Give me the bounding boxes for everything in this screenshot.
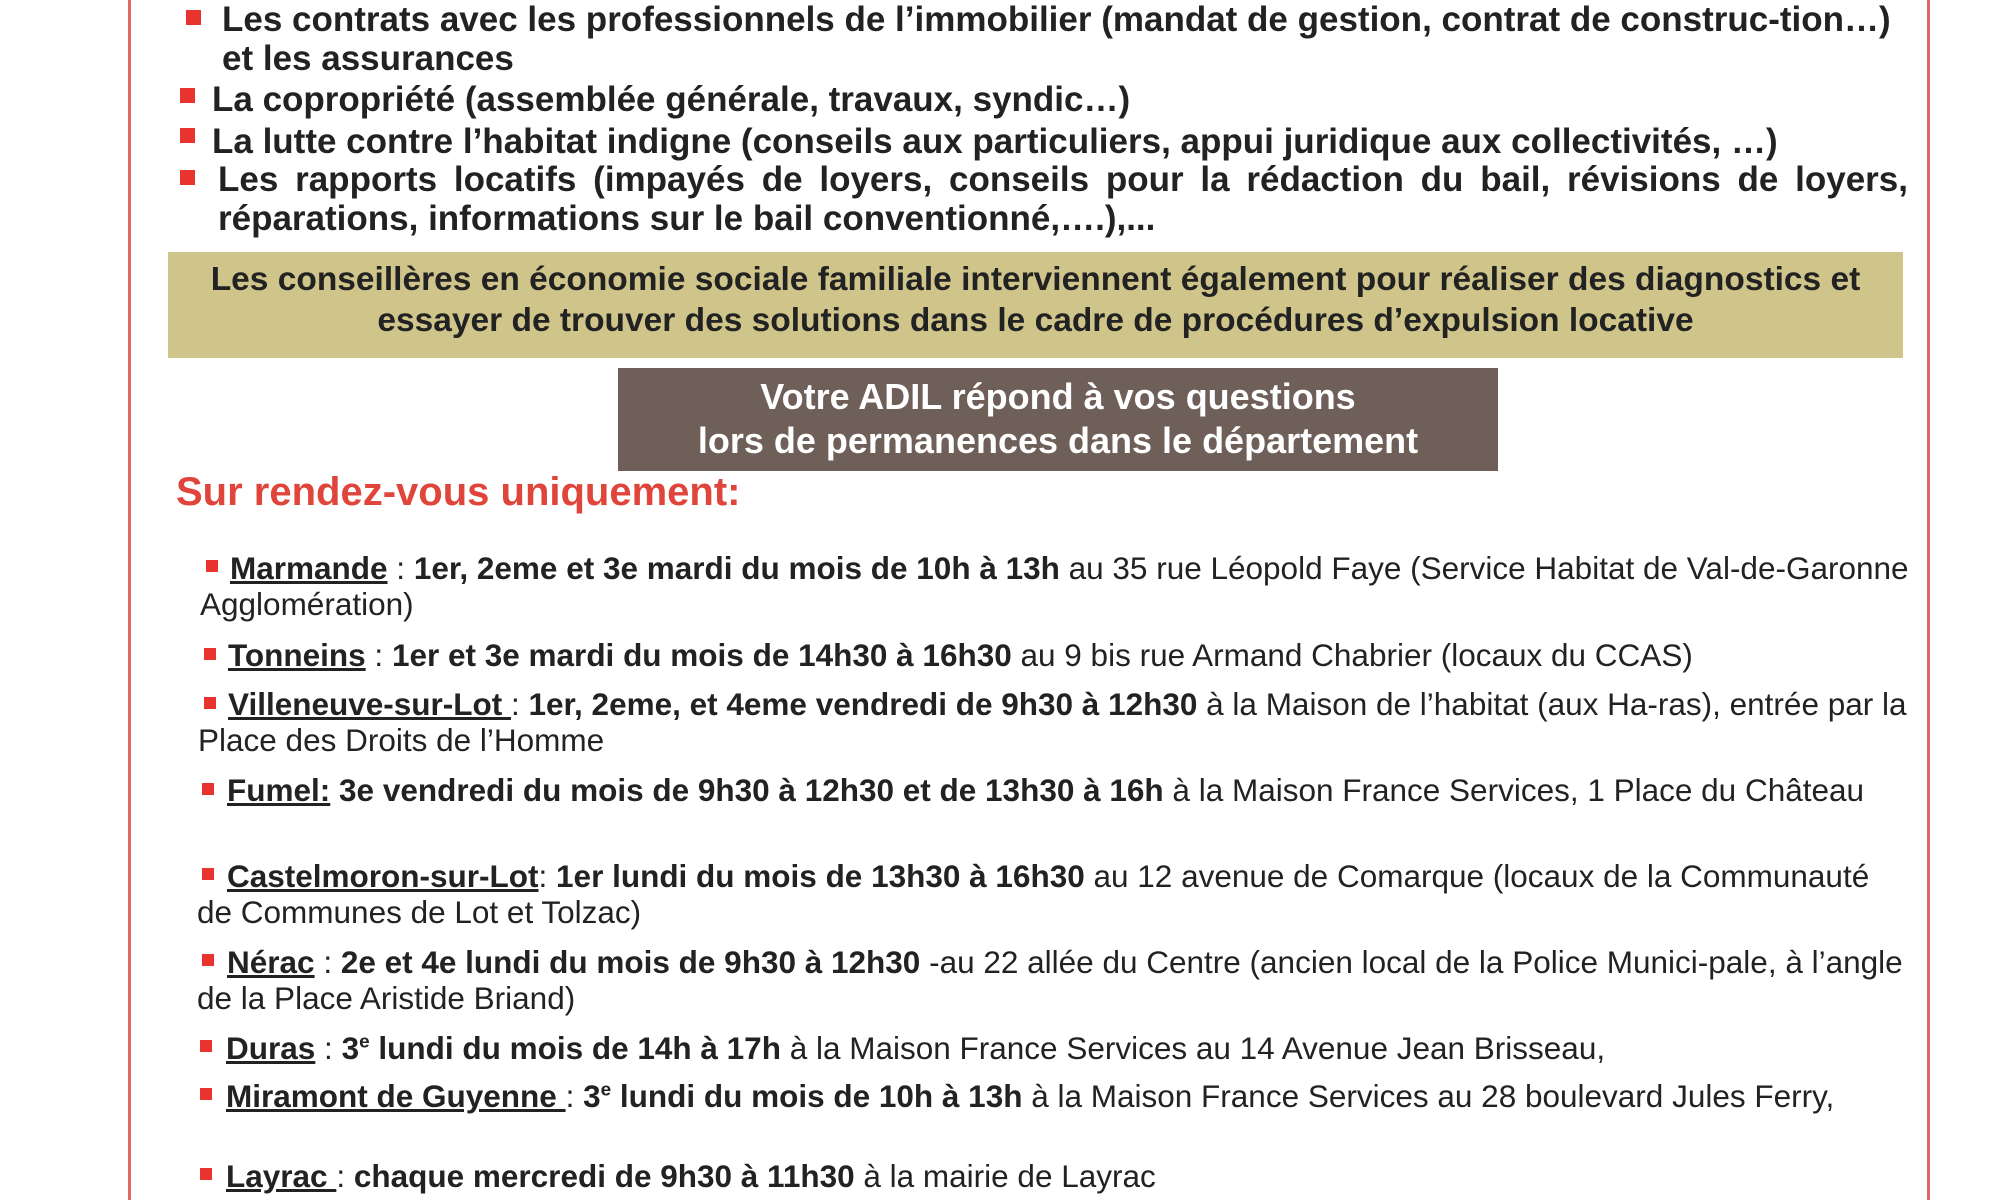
bullet-square-icon [186, 10, 201, 25]
address: au 12 avenue de Comarque (locaux de la Communauté de Communes de Lot et Tolzac) [197, 858, 1870, 930]
address: à la Maison France Services au 28 boulevard Jules Ferry, [1022, 1078, 1835, 1114]
permanence-nerac: Nérac : 2e et 4e lundi du mois de 9h30 à 12h30 -au 22 allée du Centre (ancien local de la Police Munici-pale, à l’angle de la Place Aristide Briand) [197, 944, 1903, 1016]
address: au 9 bis rue Armand Chabrier (locaux du CCAS) [1011, 637, 1693, 673]
city-name: Nérac [227, 944, 315, 980]
address: au 35 rue Léopold Faye (Service Habitat de Val-de-Garonne Agglomération) [200, 550, 1909, 622]
bullet-square-icon [180, 170, 195, 185]
permanence-fumel [197, 772, 1912, 808]
permanence-duras: Duras : 3e lundi du mois de 14h à 17h à la Maison France Services au 14 Avenue Jean Brisseau, [226, 1030, 1606, 1066]
address: à la Maison de l’habitat (aux Ha-ras), entrée par la Place des Droits de l’Homme [198, 686, 1907, 758]
adil-banner-line-2: lors de permanences dans le département [697, 420, 1419, 461]
schedule: 3e lundi du mois de 10h à 13h [583, 1078, 1023, 1114]
permanence-layrac: Layrac : chaque mercredi de 9h30 à 11h30 à la mairie de Layrac [226, 1158, 1156, 1194]
city-name: Miramont de Guyenne [226, 1078, 566, 1114]
city-name: Villeneuve-sur-Lot [228, 686, 511, 722]
address: -au 22 allée du Centre (ancien local de la Police Munici-pale, à l’angle de la Place Aristide Briand) [197, 944, 1903, 1016]
city-name: Fumel: [227, 772, 331, 808]
schedule: 3e lundi du mois de 14h à 17h [341, 1030, 781, 1066]
appointment-heading: Sur rendez-vous uniquement: [176, 470, 741, 514]
adil-banner-line-1: Votre ADIL répond à vos questions [760, 376, 1356, 417]
expulsion-highlight-box: Les conseillères en économie sociale familiale interviennent également pour réaliser des diagnostics et essayer de trouver des solutions dans le cadre de procédures d’expulsion locative [168, 252, 1903, 358]
city-name: Duras [226, 1030, 316, 1066]
city-name: Layrac [226, 1158, 337, 1194]
address: à la Maison France Services au 14 Avenue Jean Brisseau, [780, 1030, 1606, 1066]
schedule: 1er lundi du mois de 13h30 à 16h30 [556, 858, 1085, 894]
page-border-right [1927, 0, 1930, 1200]
permanence-castelmoron: Castelmoron-sur-Lot: 1er lundi du mois de 13h30 à 16h30 au 12 avenue de Comarque (locaux de la Communauté de Communes de Lot et Tolzac) [197, 858, 1870, 930]
city-name: Castelmoron-sur-Lot [227, 858, 539, 894]
list-item: La lutte contre l’habitat indigne (conseils aux particuliers, appui juridique aux collectivités, …) [212, 122, 1778, 161]
list-item: Les contrats avec les professionnels de l’immobilier (mandat de gestion, contrat de construc-tion…) et les assurances [222, 0, 1891, 78]
adil-banner [618, 368, 1498, 471]
address: à la Maison France Services, 1 Place du Château [1163, 772, 1865, 808]
address: à la mairie de Layrac [854, 1158, 1156, 1194]
permanence-miramont: Miramont de Guyenne : 3e lundi du mois de 10h à 13h à la Maison France Services au 28 boulevard Jules Ferry, [226, 1078, 1835, 1114]
schedule: 2e et 4e lundi du mois de 9h30 à 12h30 [340, 944, 921, 980]
bullet-square-icon [180, 128, 195, 143]
permanence-villeneuve: Villeneuve-sur-Lot : 1er, 2eme, et 4eme vendredi de 9h30 à 12h30 à la Maison de l’habitat (aux Ha-ras), entrée par la Place des Droits de l’Homme [198, 686, 1907, 758]
schedule: chaque mercredi de 9h30 à 11h30 [353, 1158, 855, 1194]
schedule: 1er, 2eme et 3e mardi du mois de 10h à 13h [413, 550, 1060, 586]
page-border-left [128, 0, 131, 1200]
schedule: 3e vendredi du mois de 9h30 à 12h30 et de 13h30 à 16h [339, 772, 1164, 808]
city-name: Tonneins [228, 637, 366, 673]
permanence-tonneins: Tonneins : 1er et 3e mardi du mois de 14h30 à 16h30 au 9 bis rue Armand Chabrier (locaux du CCAS) [228, 637, 1693, 673]
list-item: La copropriété (assemblée générale, travaux, syndic…) [212, 80, 1131, 119]
permanence-marmande: Marmande : 1er, 2eme et 3e mardi du mois de 10h à 13h au 35 rue Léopold Faye (Service Habitat de Val-de-Garonne Agglomération) [200, 550, 1909, 622]
bullet-square-icon [180, 88, 195, 103]
city-name: Marmande [230, 550, 388, 586]
schedule: 1er et 3e mardi du mois de 14h30 à 16h30 [391, 637, 1012, 673]
list-item: Les rapports locatifs (impayés de loyers, conseils pour la rédaction du bail, révisions de loyers, réparations, informations sur le bail conventionné,….),... [218, 160, 1908, 238]
schedule: 1er, 2eme, et 4eme vendredi de 9h30 à 12h30 [528, 686, 1198, 722]
